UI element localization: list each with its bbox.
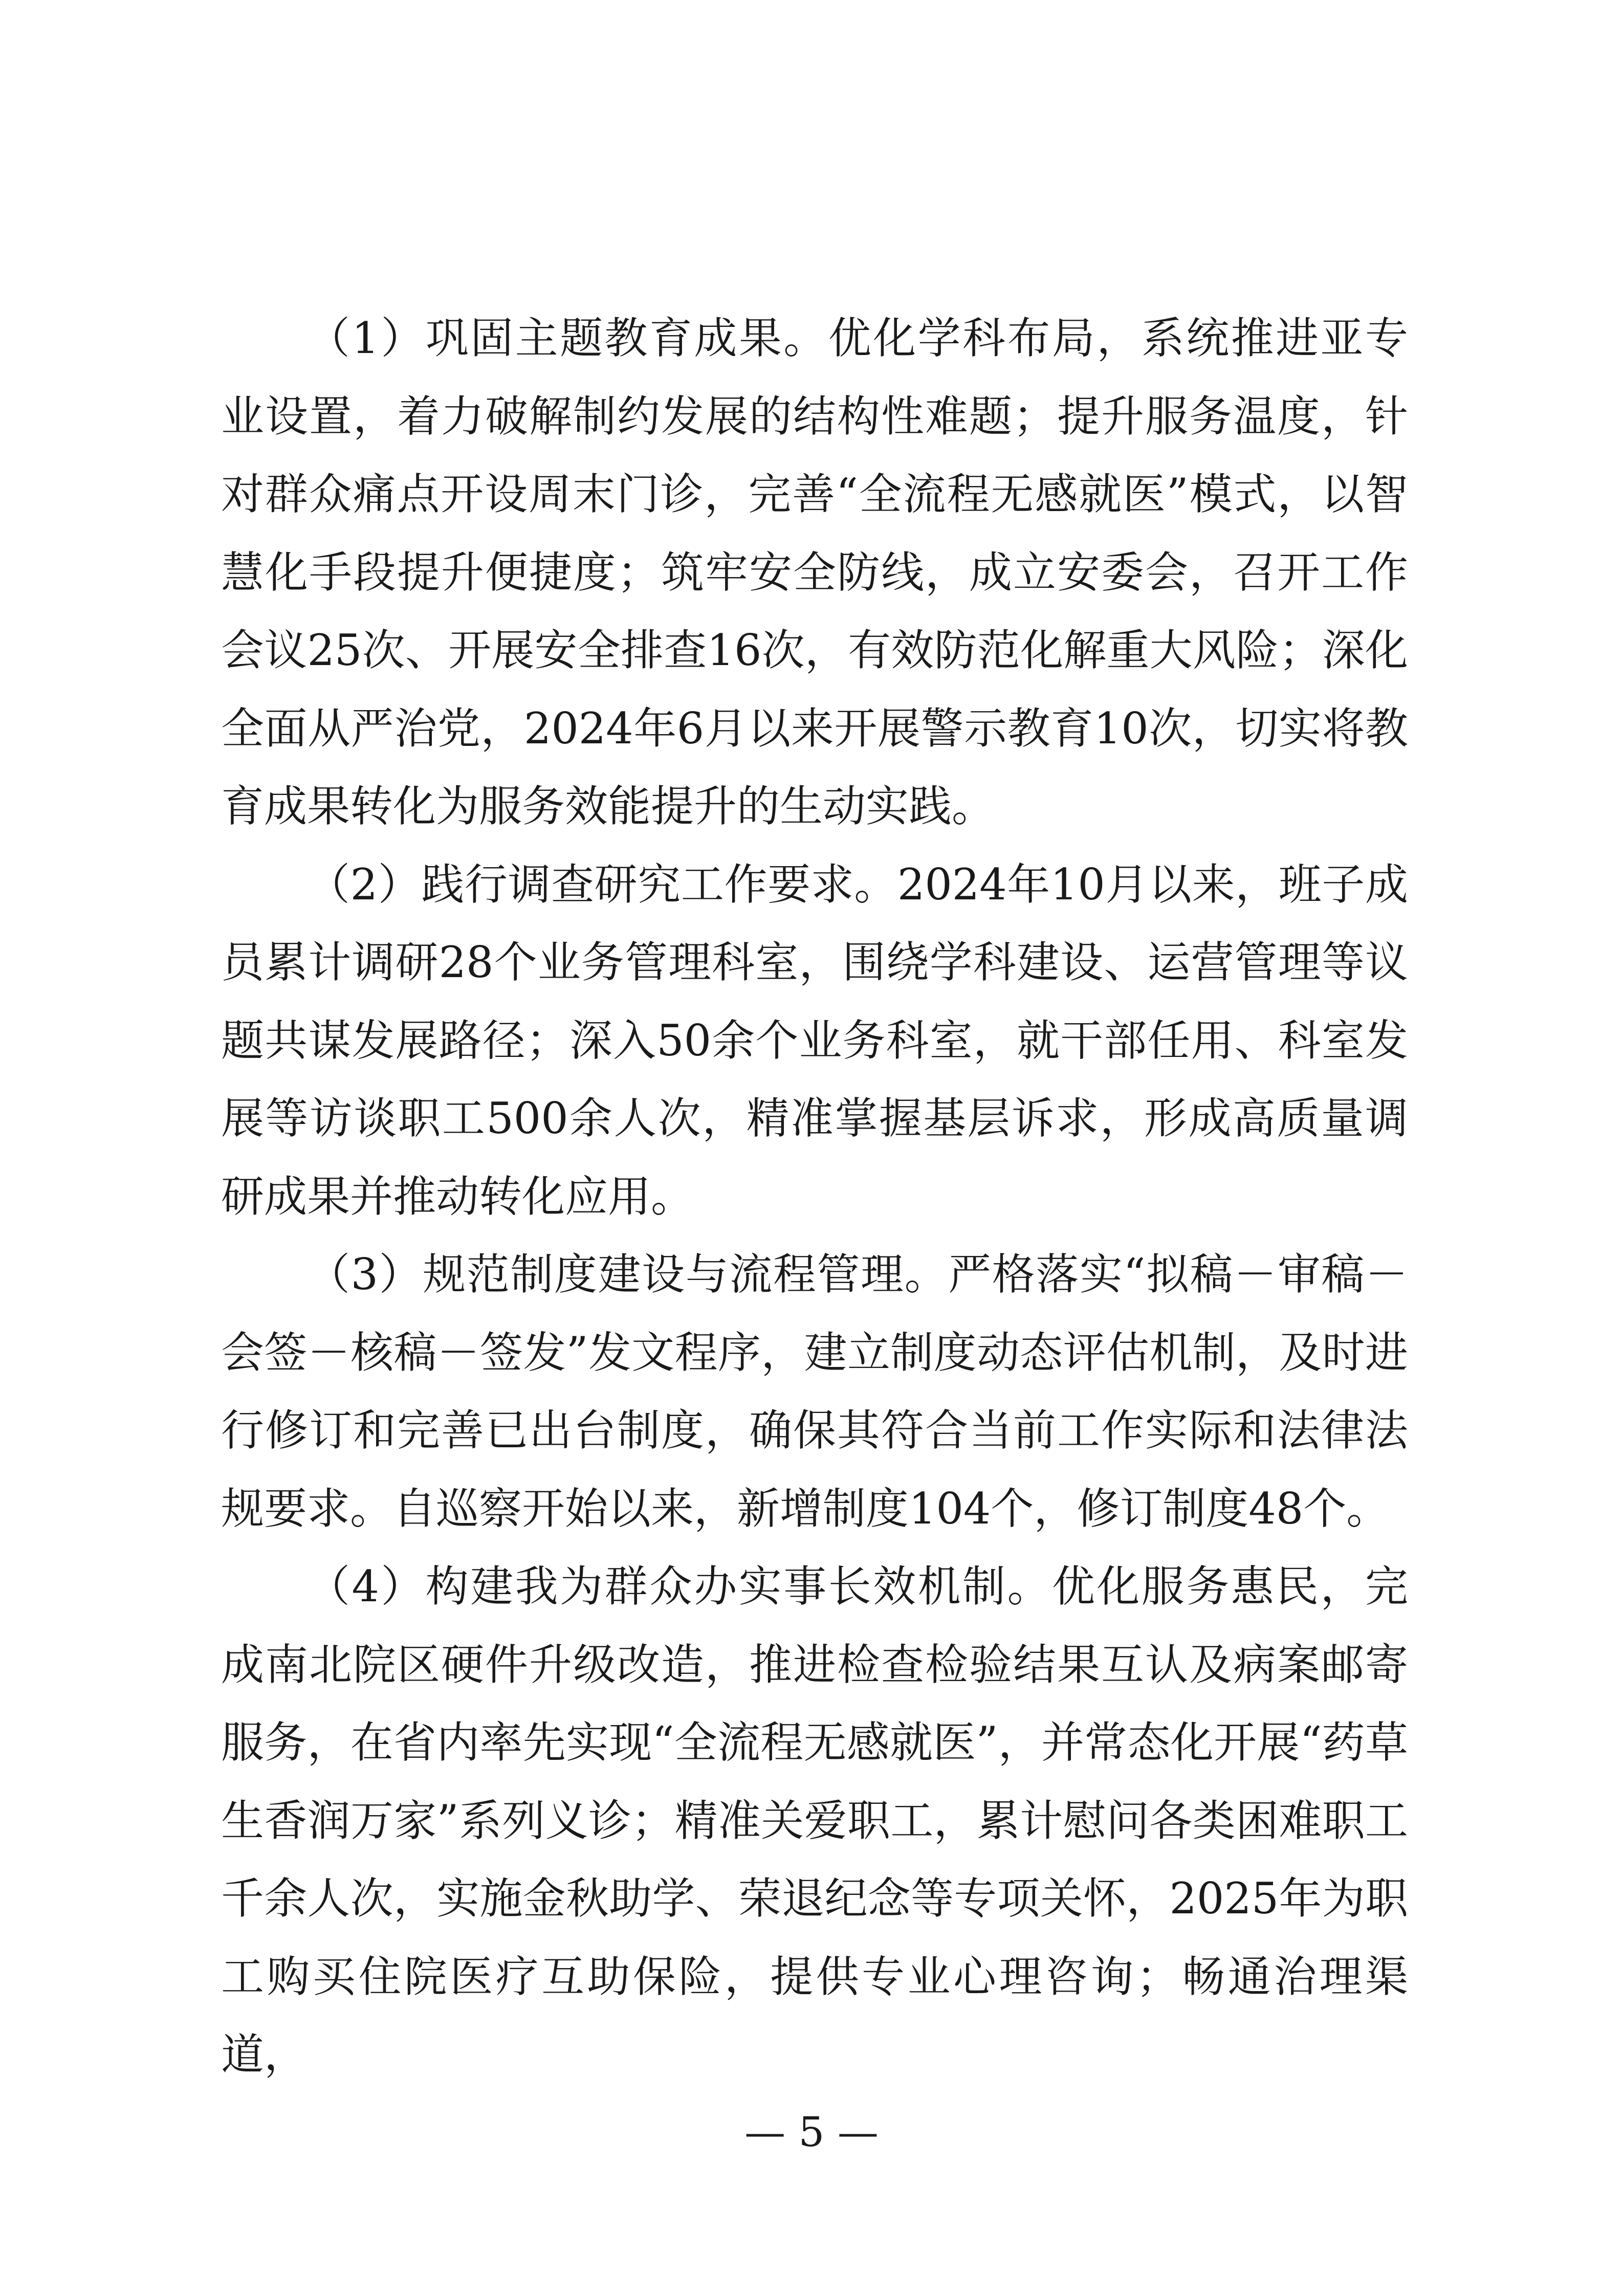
paragraph-4: （4）构建我为群众办实事长效机制。优化服务惠民，完成南北院区硬件升级改造，推进检查检验结果互认及病案邮寄服务，在省内率先实现“全流程无感就医”，并常态化开展“药草生香润万家”系列义诊；精准关爱职工，累计慰问各类困难职工千余人次，实施金秋助学、荣退纪念等专项关怀，2025年为职工购买住院医疗互助保险，提供专业心理咨询；畅通治理渠道， xyxy=(221,1561,1408,2080)
document-body xyxy=(221,299,1408,2094)
page-number: — 5 — xyxy=(744,2108,879,2156)
paragraph-2: （2）践行调查研究工作要求。2024年10月以来，班子成员累计调研28个业务管理科室，围绕学科建设、运营管理等议题共谋发展路径；深入50余个业务科室，就干部任用、科室发展等访谈职工500余人次，精准掌握基层诉求，形成高质量调研成果并推动转化应用。 xyxy=(221,859,1408,1222)
paragraph-3: （3）规范制度建设与流程管理。严格落实“拟稿－审稿－会签－核稿－签发”发文程序，建立制度动态评估机制，及时进行修订和完善已出台制度，确保其符合当前工作实际和法律法规要求。自巡察开始以来，新增制度104个，修订制度48个。 xyxy=(221,1249,1408,1534)
paragraph-1: （1）巩固主题教育成果。优化学科布局，系统推进亚专业设置，着力破解制约发展的结构性难题；提升服务温度，针对群众痛点开设周末门诊，完善“全流程无感就医”模式，以智慧化手段提升便捷度；筑牢安全防线，成立安委会，召开工作会议25次、开展安全排查16次，有效防范化解重大风险；深化全面从严治党，2024年6月以来开展警示教育10次，切实将教育成果转化为服务效能提升的生动实践。 xyxy=(221,313,1408,831)
